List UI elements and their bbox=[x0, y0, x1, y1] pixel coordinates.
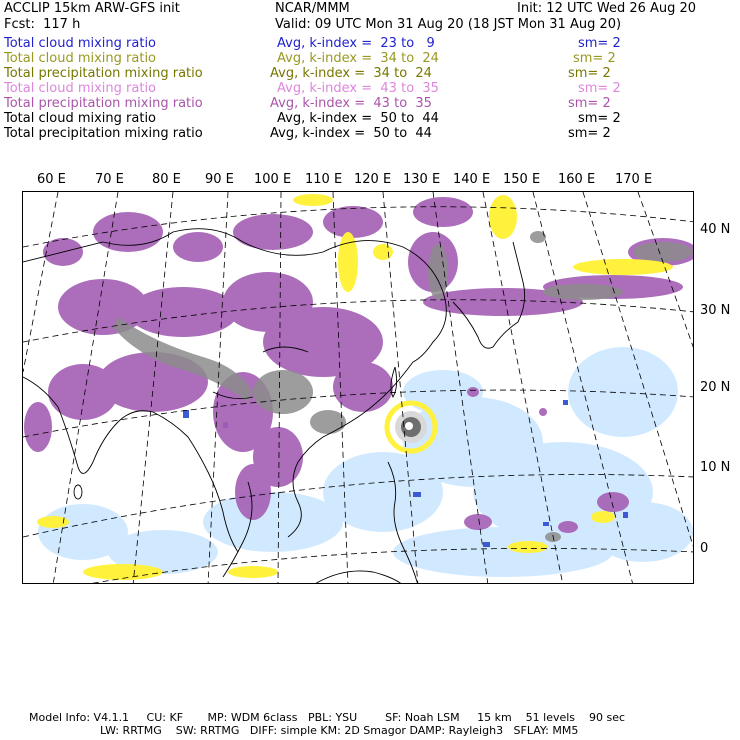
field-avg: Avg, k-index = 50 to 44 bbox=[277, 111, 439, 126]
lon-label: 130 E bbox=[403, 172, 441, 187]
valid-time: Valid: 09 UTC Mon 31 Aug 20 (18 JST Mon 31 Aug 20) bbox=[275, 17, 622, 32]
field-sm: sm= 2 bbox=[578, 111, 621, 126]
field-name: Total precipitation mixing ratio bbox=[4, 96, 203, 111]
field-sm: sm= 2 bbox=[568, 66, 611, 81]
lon-label: 120 E bbox=[354, 172, 392, 187]
forecast-hour: Fcst: 117 h bbox=[4, 17, 81, 32]
lon-label: 140 E bbox=[453, 172, 491, 187]
lon-label: 110 E bbox=[305, 172, 343, 187]
field-avg: Avg, k-index = 50 to 44 bbox=[270, 126, 432, 141]
lon-label: 160 E bbox=[558, 172, 596, 187]
field-name: Total cloud mixing ratio bbox=[4, 51, 157, 66]
field-sm: sm= 2 bbox=[578, 36, 621, 51]
lon-label: 90 E bbox=[205, 172, 234, 187]
field-name: Total cloud mixing ratio bbox=[4, 81, 157, 96]
lon-label: 100 E bbox=[254, 172, 292, 187]
model-info-line2: LW: RRTMG SW: RRTMG DIFF: simple KM: 2D Smagor DAMP: Rayleigh3 SFLAY: MM5 bbox=[100, 724, 579, 737]
field-avg: Avg, k-index = 23 to 9 bbox=[277, 36, 435, 51]
field-name: Total cloud mixing ratio bbox=[4, 36, 157, 51]
init-time: Init: 12 UTC Wed 26 Aug 20 bbox=[517, 1, 697, 16]
center-label: NCAR/MMM bbox=[275, 1, 350, 16]
field-name: Total cloud mixing ratio bbox=[4, 111, 157, 126]
model-title: ACCLIP 15km ARW-GFS init bbox=[4, 1, 180, 16]
model-info-line1: Model Info: V4.1.1 CU: KF MP: WDM 6class PBL: YSU SF: Noah LSM 15 km 51 levels 90 sec bbox=[29, 711, 626, 724]
field-avg: Avg, k-index = 43 to 35 bbox=[270, 96, 432, 111]
lat-label: 30 N bbox=[700, 303, 731, 318]
field-sm: sm= 2 bbox=[568, 126, 611, 141]
lon-label: 80 E bbox=[152, 172, 181, 187]
lon-label: 60 E bbox=[37, 172, 66, 187]
lat-label: 0 bbox=[700, 541, 709, 556]
field-name: Total precipitation mixing ratio bbox=[4, 66, 203, 81]
field-name: Total precipitation mixing ratio bbox=[4, 126, 203, 141]
map-canvas bbox=[23, 192, 694, 584]
field-sm: sm= 2 bbox=[573, 51, 616, 66]
field-avg: Avg, k-index = 43 to 35 bbox=[277, 81, 439, 96]
field-avg: Avg, k-index = 34 to 24 bbox=[270, 66, 432, 81]
lon-label: 170 E bbox=[615, 172, 653, 187]
field-avg: Avg, k-index = 34 to 24 bbox=[277, 51, 439, 66]
lat-label: 40 N bbox=[700, 222, 731, 237]
forecast-map bbox=[22, 191, 694, 584]
field-sm: sm= 2 bbox=[578, 81, 621, 96]
lon-label: 70 E bbox=[95, 172, 124, 187]
lon-label: 150 E bbox=[503, 172, 541, 187]
lat-label: 20 N bbox=[700, 380, 731, 395]
lat-label: 10 N bbox=[700, 460, 731, 475]
field-sm: sm= 2 bbox=[568, 96, 611, 111]
